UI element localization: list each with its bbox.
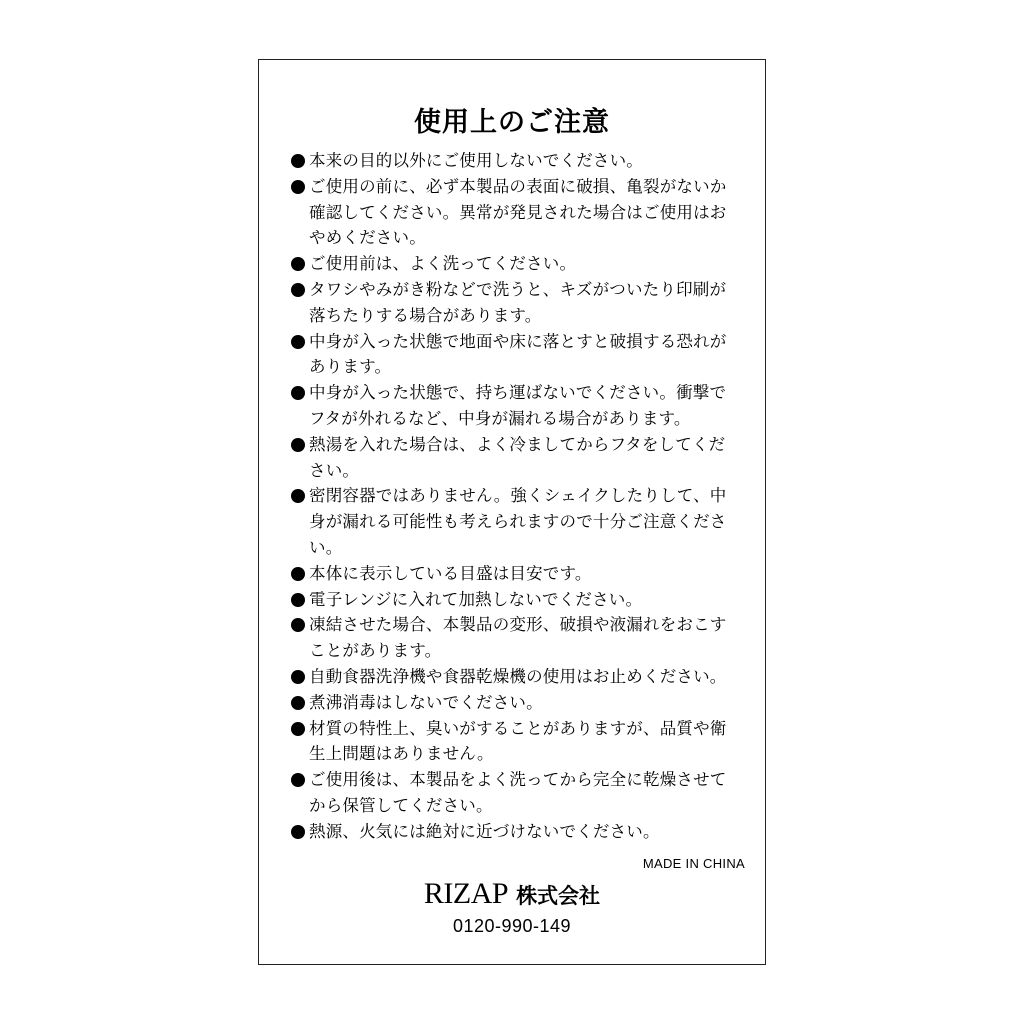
caution-item xyxy=(291,690,741,716)
bullet-icon xyxy=(291,283,305,297)
caution-text: 中身が入った状態で、持ち運ばないでください。衝撃でフタが外れるなど、中身が漏れる場合があります。 xyxy=(309,383,727,428)
caution-item xyxy=(291,148,741,174)
caution-text: 本来の目的以外にご使用しないでください。 xyxy=(309,151,643,170)
caution-label-card xyxy=(258,59,766,965)
label-title: 使用上のご注意 xyxy=(414,107,610,138)
caution-text: ご使用の前に、必ず本製品の表面に破損、亀裂がないか確認してください。異常が発見された場合はご使用はおやめください。 xyxy=(309,176,727,248)
caution-text: 熱湯を入れた場合は、よく冷ましてからフタをしてください。 xyxy=(309,434,726,480)
caution-item xyxy=(291,174,741,251)
origin-text: MADE IN CHINA xyxy=(642,856,745,871)
caution-item xyxy=(291,380,741,432)
caution-text: 自動食器洗浄機や食器乾燥機の使用はお止めください。 xyxy=(309,666,727,686)
caution-item xyxy=(291,767,741,819)
caution-item xyxy=(291,612,741,664)
company-name-suffix: 株式会社 xyxy=(516,884,601,908)
caution-text: ご使用後は、本製品をよく洗ってから完全に乾燥させてから保管してください。 xyxy=(309,770,727,815)
bullet-icon xyxy=(291,593,305,607)
caution-item xyxy=(291,251,741,277)
bullet-icon xyxy=(291,180,305,194)
caution-item xyxy=(291,819,741,845)
caution-item xyxy=(291,432,741,484)
caution-text: ご使用前は、よく洗ってください。 xyxy=(309,254,577,274)
caution-item xyxy=(291,587,741,613)
bullet-icon xyxy=(291,257,305,271)
caution-text: 電子レンジに入れて加熱しないでください。 xyxy=(309,589,643,609)
caution-item xyxy=(291,483,741,560)
bullet-icon xyxy=(291,567,305,581)
caution-item xyxy=(291,561,741,587)
caution-text: 凍結させた場合、本製品の変形、破損や液漏れをおこすことがあります。 xyxy=(309,615,727,661)
caution-text: 熱源、火気には絶対に近づけないでください。 xyxy=(309,821,660,841)
caution-text: タワシやみがき粉などで洗うと、キズがついたり印刷が落ちたりする場合があります。 xyxy=(309,279,727,325)
bullet-icon xyxy=(291,722,305,736)
bullet-icon xyxy=(291,489,305,503)
caution-item xyxy=(291,664,741,690)
bullet-icon xyxy=(291,773,305,787)
caution-item xyxy=(291,329,741,381)
bullet-icon xyxy=(291,825,305,839)
caution-text: 中身が入った状態で地面や床に落とすと破損する恐れがあります。 xyxy=(309,331,727,377)
company-name xyxy=(259,878,765,912)
bullet-icon xyxy=(291,154,305,168)
phone-number: 0120-990-149 xyxy=(452,916,572,936)
bullet-icon xyxy=(291,386,305,400)
company-name-latin: RIZAP xyxy=(423,877,509,910)
bullet-icon xyxy=(291,335,305,349)
caution-text: 本体に表示している目盛は目安です。 xyxy=(309,563,592,583)
caution-item xyxy=(291,277,741,329)
caution-item xyxy=(291,716,741,768)
bullet-icon xyxy=(291,696,305,710)
caution-text: 煮沸消毒はしないでください。 xyxy=(309,692,543,712)
caution-text: 材質の特性上、臭いがすることがありますが、品質や衛生上問題はありません。 xyxy=(309,718,727,764)
bullet-icon xyxy=(291,438,305,452)
bullet-icon xyxy=(291,670,305,684)
caution-list xyxy=(291,148,741,845)
caution-text: 密閉容器ではありません。強くシェイクしたりして、中身が漏れる可能性も考えられますので十分ご注意ください。 xyxy=(309,486,727,557)
bullet-icon xyxy=(291,618,305,632)
